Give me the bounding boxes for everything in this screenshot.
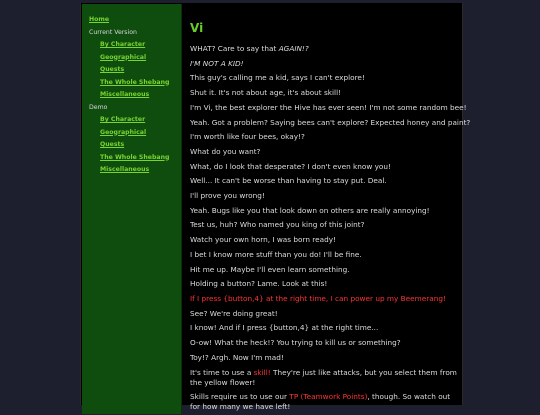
dialogue-line bbox=[190, 390, 458, 415]
line-text: WHAT? Care to say that bbox=[190, 44, 279, 53]
dialogue-line: What do you want? bbox=[190, 146, 261, 156]
nav-current-miscellaneous-link[interactable]: Miscellaneous bbox=[100, 91, 150, 98]
nav-demo-miscellaneous-link[interactable]: Miscellaneous bbox=[100, 166, 150, 173]
dialogue-list bbox=[190, 42, 471, 415]
nav-home-link[interactable]: Home bbox=[89, 16, 110, 23]
nav-current-whole-shebang-link[interactable]: The Whole Shebang bbox=[100, 78, 170, 86]
dialogue-line-highlight: If I press {button,4} at the right time, I can power up my Beemerang! bbox=[190, 293, 446, 303]
dialogue-line: Test us, huh? Who named you king of this joint? bbox=[190, 220, 365, 230]
tp-keyword: TP (Teamwork Points) bbox=[289, 392, 368, 402]
sidebar-nav bbox=[82, 4, 182, 414]
line-text: , though. So watch out for how many we have left! bbox=[190, 392, 451, 412]
page-title: Vi bbox=[190, 21, 204, 35]
dialogue-line: I bet I know more stuff than you do! I'll be fine. bbox=[190, 249, 362, 259]
nav-demo-quests-link[interactable]: Quests bbox=[100, 141, 125, 148]
line-text: Skills require us to use our bbox=[190, 392, 290, 402]
dialogue-line: This guy's calling me a kid, says I can't explore! bbox=[190, 73, 365, 83]
line-emphasis: AGAIN!? bbox=[278, 44, 309, 53]
dialogue-line: Holding a button? Lame. Look at this! bbox=[190, 279, 328, 289]
nav-demo-by-character-link[interactable]: By Character bbox=[100, 116, 146, 123]
dialogue-line: I'm Vi, the best explorer the Hive has ever seen! I'm not some random bee! bbox=[190, 102, 467, 112]
nav-demo-geographical-link[interactable]: Geographical bbox=[100, 128, 147, 136]
nav-demo-whole-shebang-link[interactable]: The Whole Shebang bbox=[100, 153, 170, 161]
dialogue-line: Yeah. Bugs like you that look down on others are really annoying! bbox=[190, 205, 430, 215]
nav-section-current-version: Current Version bbox=[89, 28, 137, 36]
dialogue-line: O-ow! What the heck!? You trying to kill us or something? bbox=[190, 338, 401, 348]
dialogue-line: Yeah. Got a problem? Saying bees can't explore? Expected honey and paint? bbox=[190, 117, 471, 127]
dialogue-line bbox=[190, 42, 458, 57]
nav-current-geographical-link[interactable]: Geographical bbox=[100, 53, 147, 61]
nav-section-demo: Demo bbox=[89, 103, 108, 111]
dialogue-line bbox=[190, 365, 458, 390]
line-text: They're just like attacks, but you select them from the yellow flower! bbox=[190, 367, 457, 387]
dialogue-line: Hit me up. Maybe I'll even learn something. bbox=[190, 264, 350, 274]
dialogue-line: I'M NOT A KID! bbox=[190, 58, 244, 68]
dialogue-line: Well... It can't be worse than having to stay put. Deal. bbox=[190, 176, 387, 186]
dialogue-line: What, do I look that desperate? I don't even know you! bbox=[190, 161, 391, 171]
dialogue-line: Shut it. It's not about age, it's about skill! bbox=[190, 88, 342, 98]
dialogue-line: Watch your own horn, I was born ready! bbox=[190, 235, 336, 245]
nav-current-by-character-link[interactable]: By Character bbox=[100, 41, 146, 48]
main-content bbox=[190, 3, 471, 415]
nav-current-quests-link[interactable]: Quests bbox=[100, 66, 125, 73]
dialogue-line: I'm worth like four bees, okay!? bbox=[190, 132, 305, 142]
page-container bbox=[80, 3, 471, 412]
dialogue-line: I know! And if I press {button,4} at the right time... bbox=[190, 323, 379, 333]
dialogue-line: Toy!? Argh. Now I'm mad! bbox=[190, 352, 284, 362]
line-text: It's time to use a bbox=[190, 367, 254, 377]
dialogue-line: I'll prove you wrong! bbox=[190, 191, 265, 201]
dialogue-line: See? We're doing great! bbox=[190, 308, 278, 318]
skill-keyword: skill! bbox=[253, 367, 271, 377]
